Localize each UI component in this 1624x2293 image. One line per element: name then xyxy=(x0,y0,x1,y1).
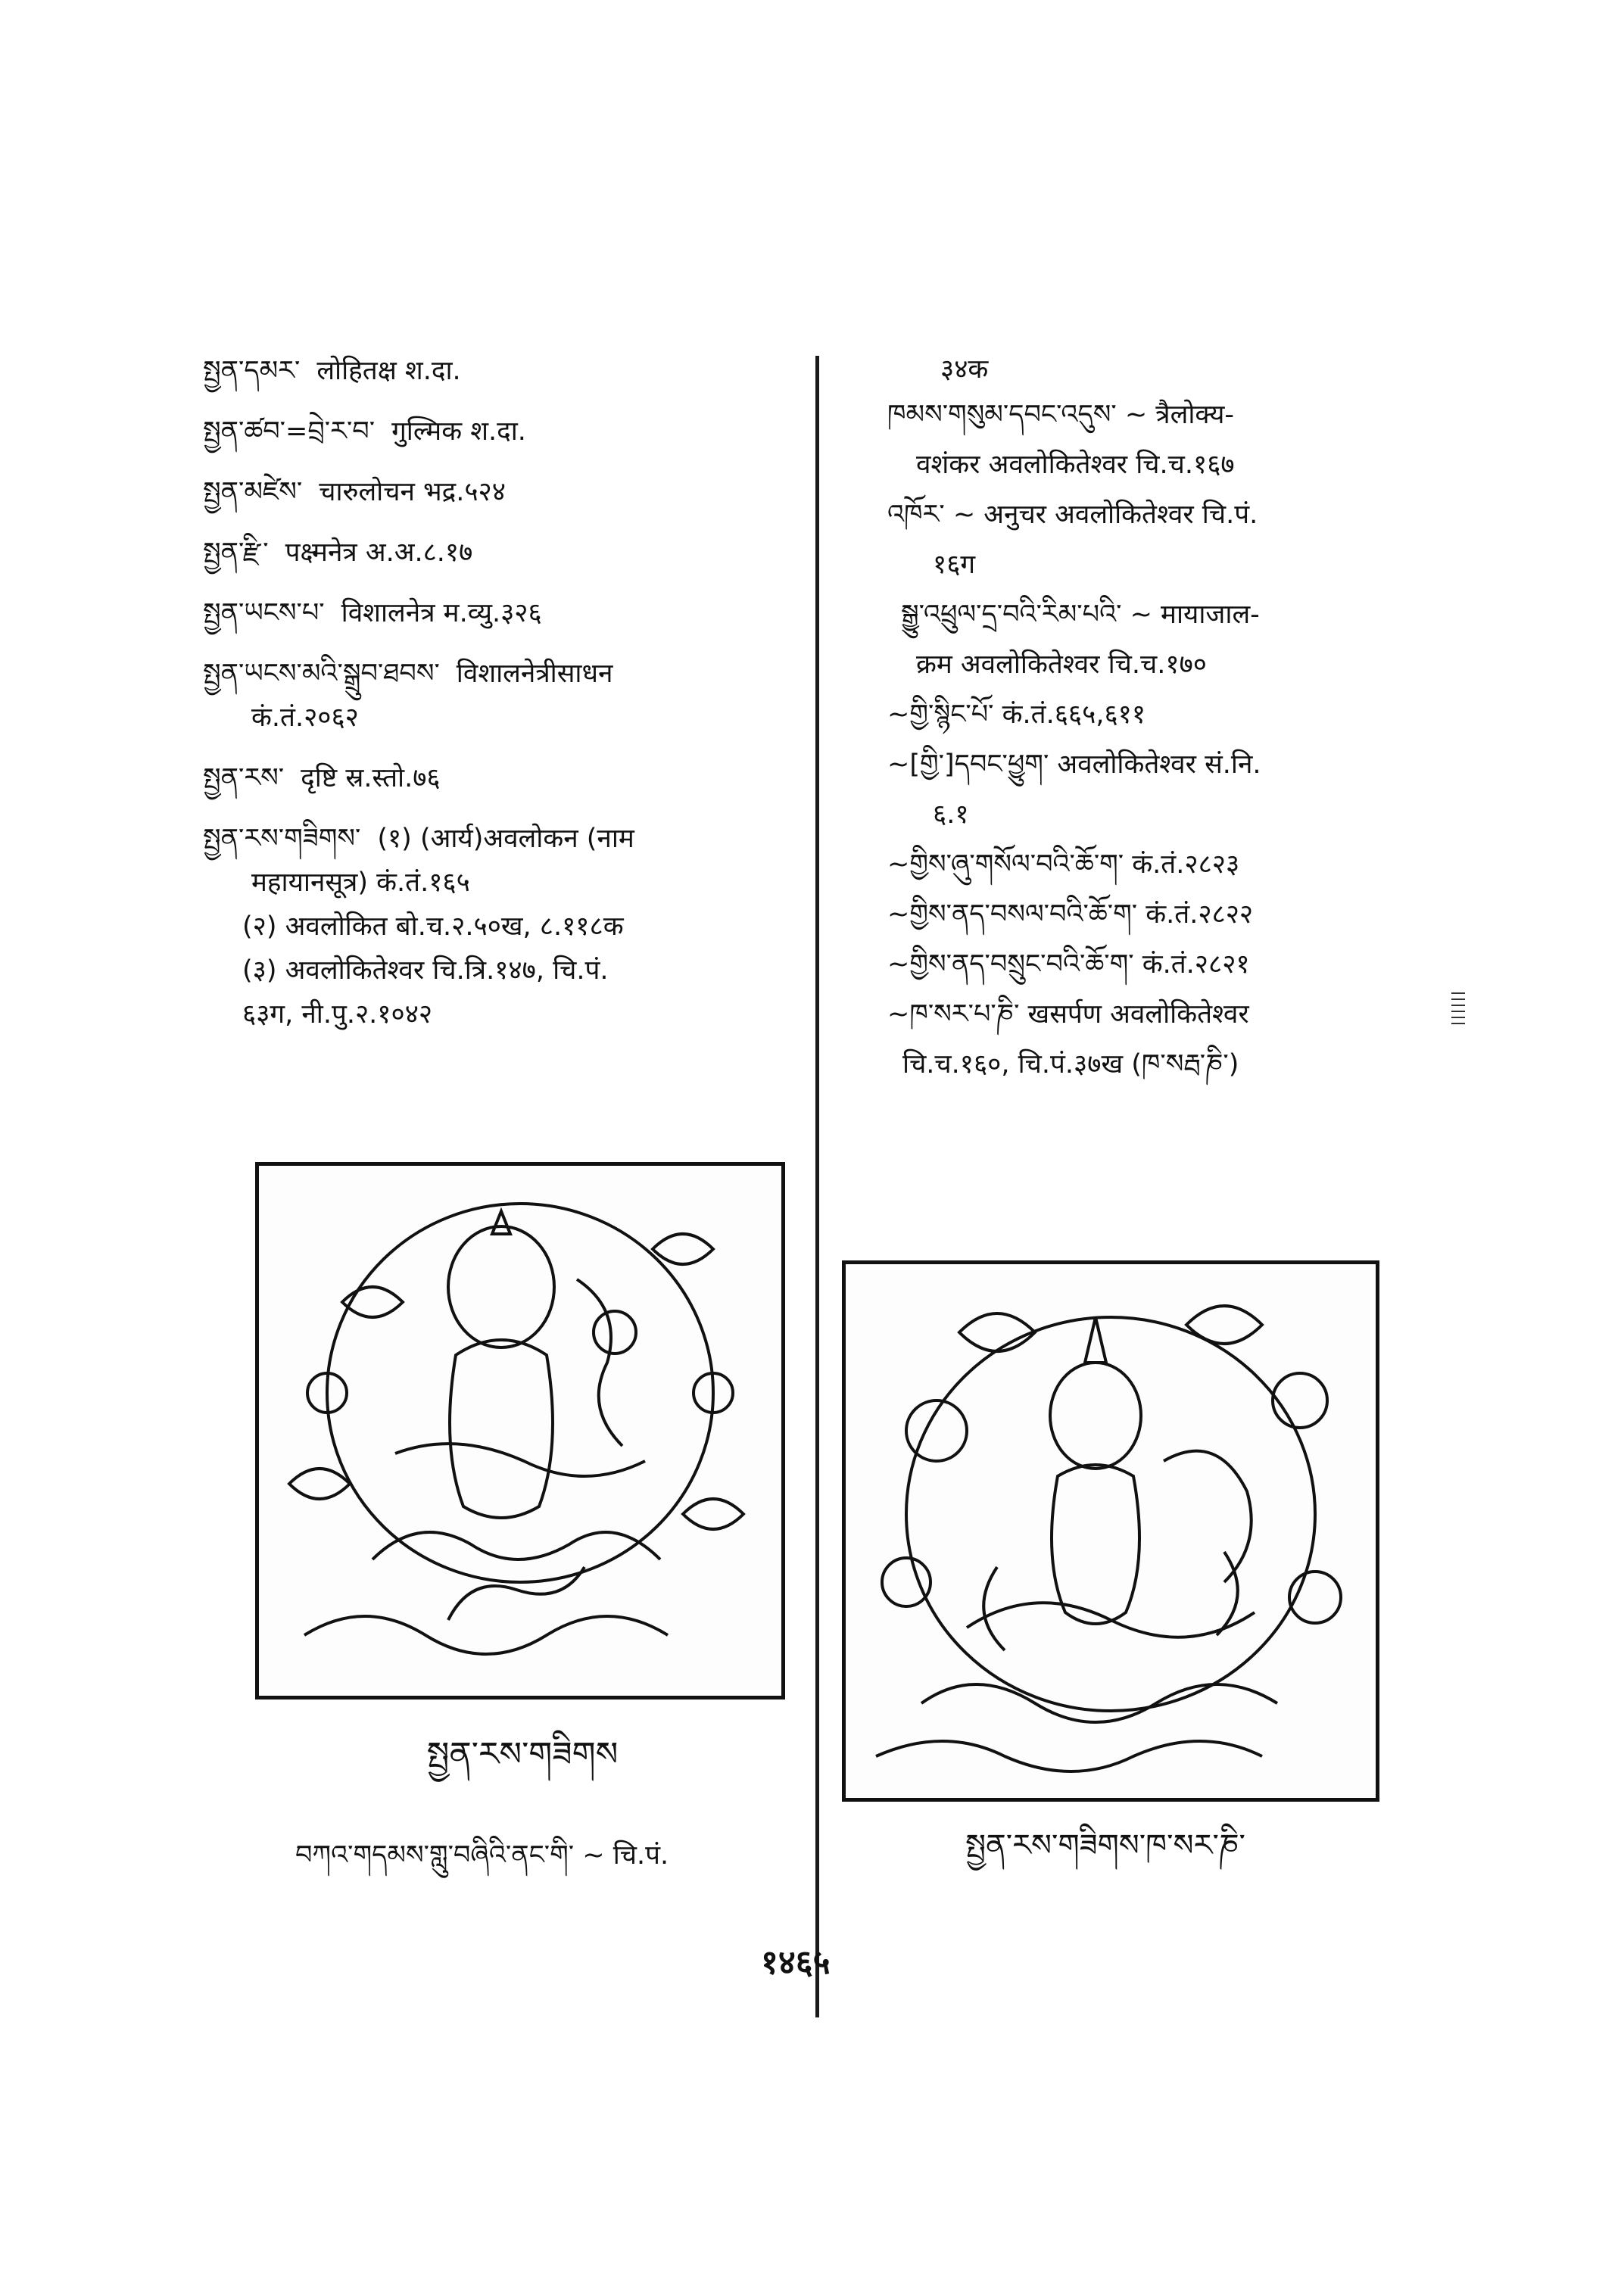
tibetan-term: སྤྱན་ཡངས་པ་ xyxy=(203,598,325,628)
column-divider xyxy=(815,356,819,2017)
entry-8-sub-3b: ६३ग, नी.पु.२.१०४२ xyxy=(242,999,433,1030)
right-line-13: ~གྱིས་ནད་བསྲུང་བའི་ཆོ་ག་ कं.तं.२८२१ xyxy=(887,949,1250,980)
right-line-3: वशंकर अवलोकितेश्वर चि.च.१६७ xyxy=(916,450,1235,480)
entry-8-sub-3: (३) अवलोकितेश्वर चि.त्रि.१४७, चि.पं. xyxy=(242,955,609,986)
entry-6-head xyxy=(203,659,786,689)
sanskrit-text: गुल्मिक श.दा. xyxy=(391,416,526,447)
entry-6 xyxy=(203,659,786,733)
figure-caption-right: སྤྱན་རས་གཟིགས་ཁ་སར་ཎི་ xyxy=(965,1828,1245,1863)
entry-8-head xyxy=(203,824,786,854)
tibetan-term: སྤྱན་རས་ xyxy=(203,763,285,793)
deity-illustration-icon xyxy=(259,1166,781,1696)
right-column xyxy=(887,354,1463,1080)
sanskrit-text: पक्ष्मनेत्र अ.अ.८.१७ xyxy=(285,537,473,568)
right-line-11: ~གྱིས་ཞུ་གསོལ་བའི་ཆོ་ག་ कं.तं.२८२३ xyxy=(887,849,1240,880)
right-line-2: ཁམས་གསུམ་དབང་འདུས་ ~ त्रैलोक्य- xyxy=(887,400,1235,430)
deity-illustration-icon xyxy=(846,1264,1376,1798)
right-line-8: ~གྱི་སྙིང་པོ་ कं.तं.६६५,६११ xyxy=(887,699,1146,730)
entry-8 xyxy=(203,824,786,1030)
tibetan-term: སྤྱན་མཛེས་ xyxy=(203,477,303,507)
figure-caption-left: སྤྱན་རས་གཟིགས xyxy=(426,1735,619,1774)
tibetan-term: སྤྱན་ཡངས་མའི་སྒྲུབ་ཐབས་ xyxy=(203,659,440,689)
entry-4 xyxy=(203,537,786,568)
entry-2 xyxy=(203,416,786,447)
sanskrit-text: विशालनेत्रीसाधन xyxy=(456,659,613,689)
entry-5 xyxy=(203,598,786,628)
entry-7 xyxy=(203,763,786,793)
left-column xyxy=(203,356,786,1060)
right-line-1: ३४क xyxy=(940,354,989,385)
margin-tick-icon xyxy=(1451,990,1465,1030)
right-line-4: འཁོར་ ~ अनुचर अवलोकितेश्वर चि.पं. xyxy=(887,500,1258,530)
right-line-6: སྒྱུ་འཕྲུལ་དྲ་བའི་རིམ་པའི་ ~ मायाजाल- xyxy=(901,600,1260,630)
entry-8-continuation: महायानसूत्र) कं.तं.१६५ xyxy=(251,868,470,898)
right-line-7: क्रम अवलोकितेश्वर चि.च.१७० xyxy=(916,650,1207,680)
sanskrit-text: (१) (आर्य)अवलोकन (नाम xyxy=(377,824,634,854)
tibetan-term: སྤྱན་རྫི་ xyxy=(203,537,269,568)
entry-3 xyxy=(203,477,786,507)
entry-1 xyxy=(203,356,786,386)
right-line-5: १६ग xyxy=(933,550,976,580)
sanskrit-text: विशालनेत्र म.व्यु.३२६ xyxy=(341,598,542,628)
avalokiteshvara-woodcut-left xyxy=(255,1162,785,1699)
khasarpana-woodcut-right xyxy=(842,1260,1379,1802)
right-line-14: ~ཁ་སར་པ་ཎི་ खसर्पण अवलोकितेश्वर xyxy=(887,999,1249,1030)
right-line-15: चि.च.१६०, चि.पं.३७ख (ཁ་སརྦ་ཎི་) xyxy=(902,1049,1239,1080)
footer-entry: བཀའ་གདམས་གླུ་བཞིའི་ནང་གི་ ~ चि.पं. xyxy=(295,1840,669,1871)
right-line-9: ~[གྱི་]དབང་ཕྱུག་ अवलोकितेश्वर सं.नि. xyxy=(887,749,1261,780)
tibetan-term: སྤྱན་ཚབ་=བྲེ་ར་བ་ xyxy=(203,416,376,447)
tibetan-term: སྤྱན་རས་གཟིགས་ xyxy=(203,824,361,854)
sanskrit-text: लोहितक्ष श.दा. xyxy=(316,356,461,386)
entry-6-continuation: कं.तं.२०६२ xyxy=(251,703,359,733)
page-number: १४६५ xyxy=(761,1943,831,1982)
sanskrit-text: दृष्टि स्र.स्तो.७६ xyxy=(301,763,441,793)
right-line-10: ६.१ xyxy=(933,799,969,830)
right-line-12: ~གྱིས་ནད་བསལ་བའི་ཆོ་ག་ कं.तं.२८२२ xyxy=(887,899,1254,930)
tibetan-term: སྤྱན་དམར་ xyxy=(203,356,301,386)
entry-8-sub-2: (२) अवलोकित बो.च.२.५०ख, ८.११८क xyxy=(242,911,624,942)
sanskrit-text: चारुलोचन भद्र.५२४ xyxy=(319,477,506,507)
